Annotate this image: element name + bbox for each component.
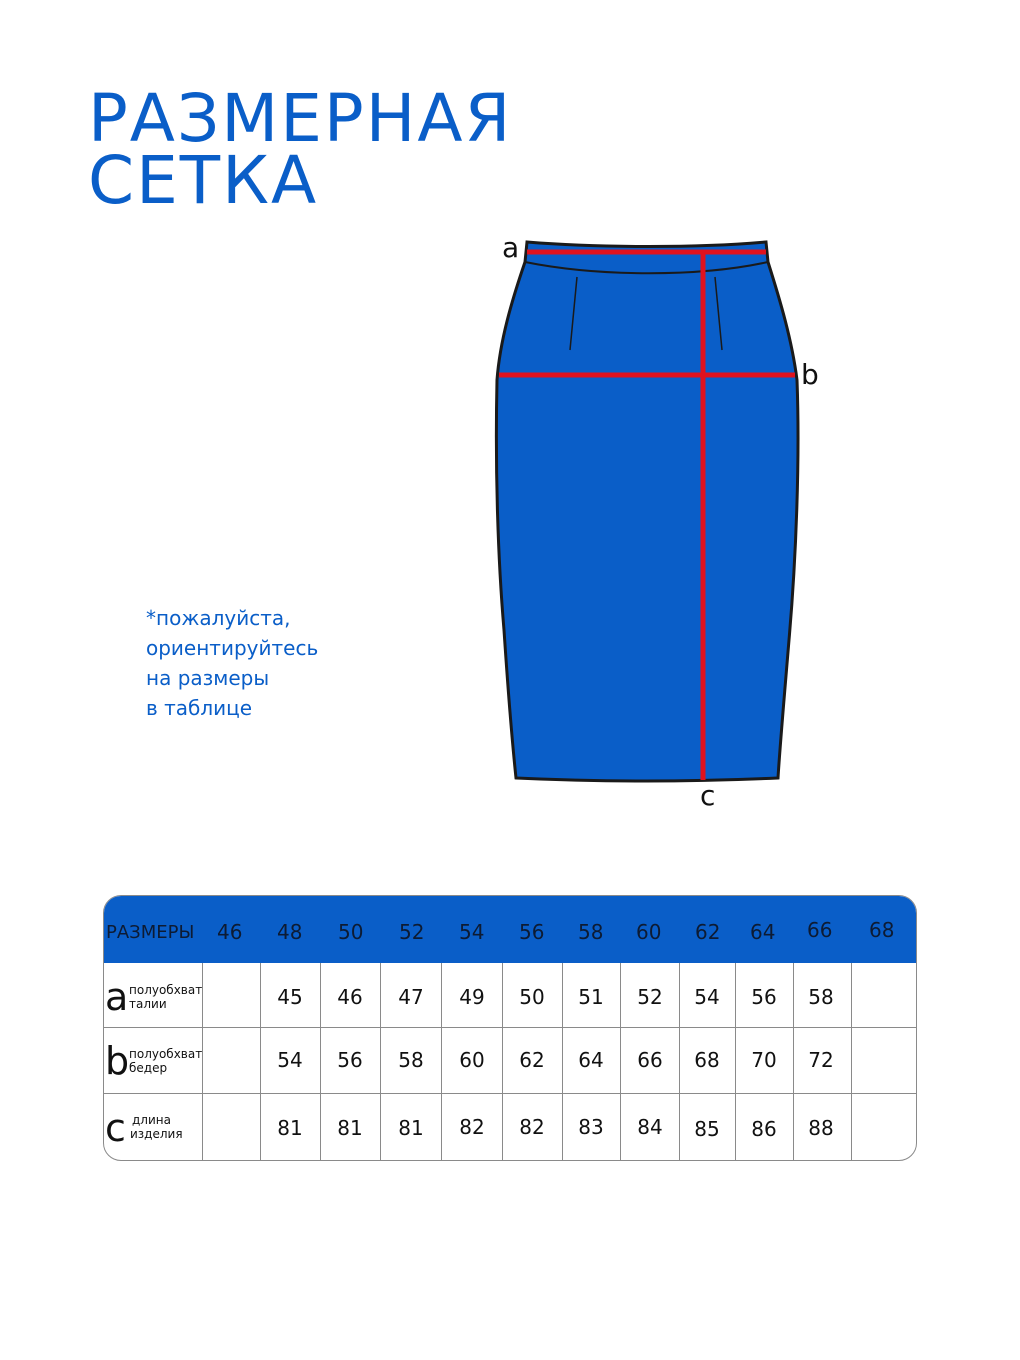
- table-cell: 49: [459, 985, 485, 1009]
- row-desc-line: бедер: [129, 1061, 168, 1075]
- row-label: [104, 963, 202, 1027]
- row-desc-line: полуобхват: [129, 983, 203, 997]
- row-description: [129, 1047, 202, 1075]
- row-description: [129, 983, 202, 1011]
- skirt-body: [496, 242, 798, 781]
- header-size: 50: [338, 920, 364, 944]
- table-cell: 58: [398, 1048, 424, 1072]
- table-cell: 56: [337, 1048, 363, 1072]
- row-description: [130, 1113, 183, 1141]
- table-cell: 51: [578, 985, 604, 1009]
- measure-label-b: b: [801, 358, 819, 391]
- table-cell: 85: [694, 1117, 720, 1141]
- header-size: 56: [519, 920, 545, 944]
- size-note: [146, 603, 406, 723]
- table-cell: 54: [277, 1048, 303, 1072]
- note-line-4: в таблице: [146, 696, 253, 720]
- row-desc-line: полуобхват: [129, 1047, 203, 1061]
- measure-label-c: c: [700, 779, 716, 812]
- table-row-c: [104, 1093, 916, 1161]
- table-cell: 50: [519, 985, 545, 1009]
- table-cell: 72: [808, 1048, 834, 1072]
- table-cell: 47: [398, 985, 424, 1009]
- header-label: РАЗМЕРЫ: [106, 922, 195, 943]
- header-size: 68: [869, 918, 895, 942]
- header-size: 58: [578, 920, 604, 944]
- title-line-2: СЕТКА: [88, 142, 319, 219]
- table-cell: 45: [277, 985, 303, 1009]
- table-cell: 60: [459, 1048, 485, 1072]
- table-cell: 81: [337, 1116, 363, 1140]
- header-size: 54: [459, 920, 485, 944]
- table-cell: 82: [519, 1115, 545, 1139]
- table-cell: 81: [277, 1116, 303, 1140]
- note-line-3: на размеры: [146, 666, 270, 690]
- table-cell: 52: [637, 985, 663, 1009]
- table-cell: 62: [519, 1048, 545, 1072]
- table-header: [104, 896, 916, 963]
- row-letter: b: [105, 1039, 130, 1083]
- measure-label-a: a: [502, 231, 520, 264]
- row-letter: c: [105, 1106, 126, 1150]
- header-size: 66: [807, 918, 833, 942]
- header-size: 60: [636, 920, 662, 944]
- table-row-b: [104, 1027, 916, 1093]
- table-cell: 84: [637, 1115, 663, 1139]
- table-cell: 82: [459, 1115, 485, 1139]
- row-desc-line: длина: [132, 1113, 171, 1127]
- header-size: 48: [277, 920, 303, 944]
- table-cell: 56: [751, 985, 777, 1009]
- table-cell: 66: [637, 1048, 663, 1072]
- table-cell: 46: [337, 985, 363, 1009]
- table-cell: 86: [751, 1117, 777, 1141]
- note-line-2: ориентируйтесь: [146, 636, 319, 660]
- table-cell: 81: [398, 1116, 424, 1140]
- row-desc-line: талии: [129, 997, 167, 1011]
- table-cell: 83: [578, 1115, 604, 1139]
- title-line-1: РАЗМЕРНАЯ: [88, 80, 513, 157]
- note-line-1: *пожалуйста,: [146, 606, 291, 630]
- row-letter: a: [105, 975, 129, 1019]
- row-label: [104, 1028, 202, 1093]
- table-cell: 54: [694, 985, 720, 1009]
- table-cell: 58: [808, 985, 834, 1009]
- header-size: 64: [750, 920, 776, 944]
- table-row-a: [104, 963, 916, 1027]
- header-size: 62: [695, 920, 721, 944]
- table-cell: 68: [694, 1048, 720, 1072]
- size-table: [103, 895, 917, 1161]
- row-desc-line: изделия: [130, 1127, 183, 1141]
- header-size: 52: [399, 920, 425, 944]
- table-cell: 64: [578, 1048, 604, 1072]
- row-label: [104, 1094, 202, 1161]
- header-size: 46: [217, 920, 243, 944]
- table-cell: 88: [808, 1116, 834, 1140]
- table-cell: 70: [751, 1048, 777, 1072]
